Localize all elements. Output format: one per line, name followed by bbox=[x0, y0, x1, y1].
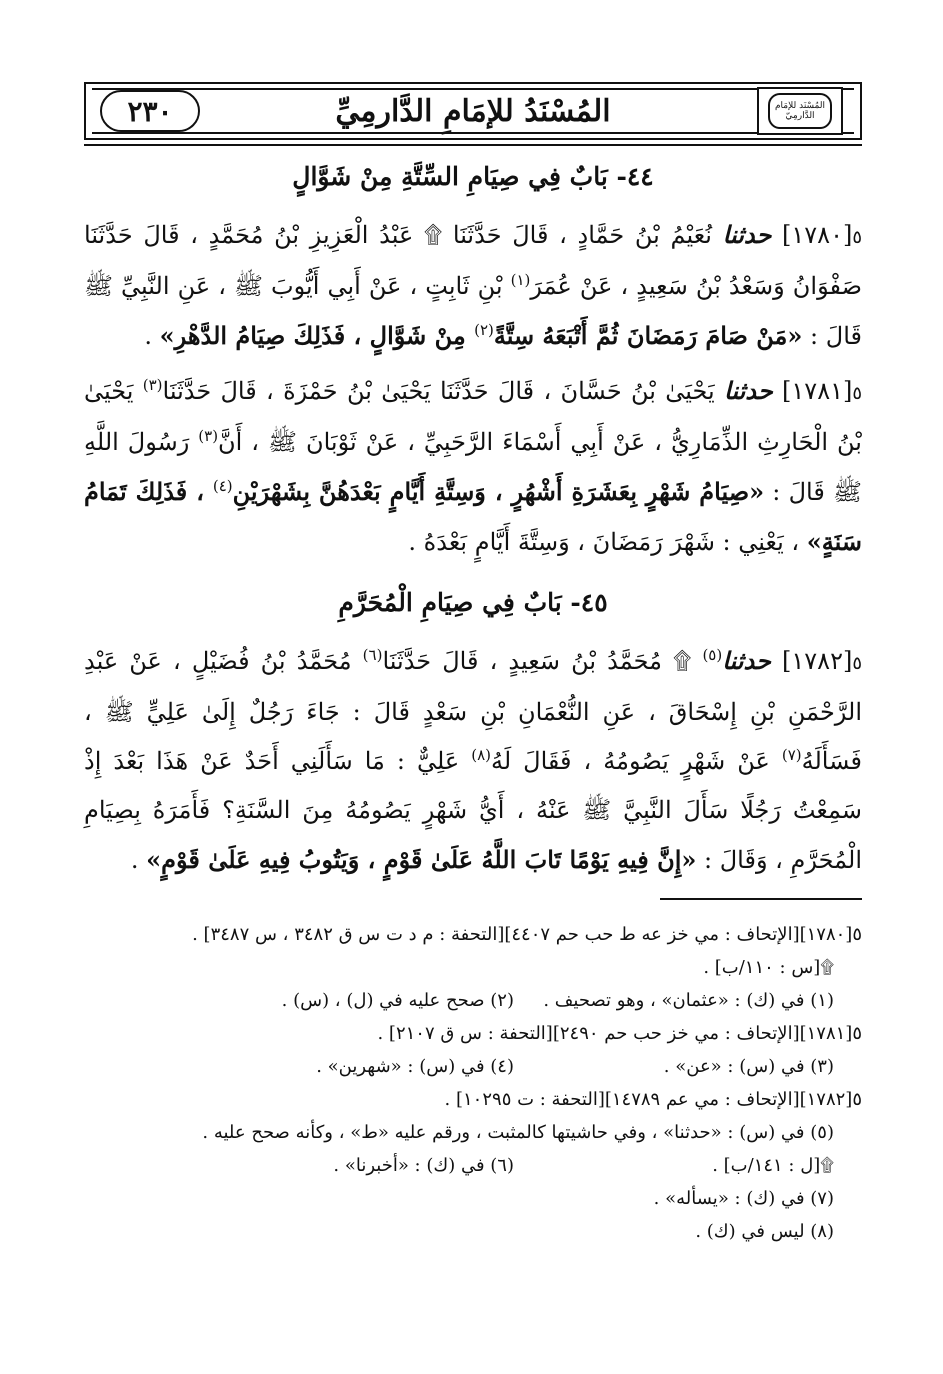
chapter-heading-45: ٤٥- بَابٌ فِي صِيَامِ الْمُحَرَّمِ bbox=[338, 588, 608, 617]
hadith-text: نُعَيْمُ بْنُ حَمَّادٍ ، قَالَ حَدَّثَنَا ۩ عَبْدُ الْعَزِيزِ بْنُ مُحَمَّدٍ ، قَالَ حَدَّثَنَا صَفْوَانُ وَسَعْدُ بْنُ سَعِيدٍ ، عَنْ عُمَرَ bbox=[84, 221, 863, 300]
header-rule bbox=[84, 144, 862, 146]
hadith-text: رَسُولَ اللَّهِ ﷺ قَالَ : bbox=[84, 428, 862, 506]
footnote-1: (١) في (ك) : «عثمان» ، وهو تصحيف . bbox=[543, 990, 834, 1011]
narration-word: حدثنا bbox=[724, 376, 773, 405]
hadith-1782 bbox=[84, 636, 862, 885]
hadith-text: . bbox=[130, 846, 147, 874]
footnote-ref: (٣) bbox=[142, 376, 163, 394]
prophetic-quote: «صِيَامُ شَهْرٍ بِعَشَرَةِ أَشْهُرٍ ، وَسِتَّةِ أَيَّامٍ بَعْدَهُنَّ بِشَهْرَيْنِ bbox=[232, 477, 765, 506]
hadith-text: عَنْ شَهْرٍ يَصُومُهُ ، فَقَالَ لَهُ bbox=[491, 747, 782, 775]
footnote-ref: (٨) bbox=[471, 746, 491, 764]
hadith-text: يَحْيَىٰ بْنُ حَسَّانَ ، قَالَ حَدَّثَنَا يَحْيَىٰ بْنُ حَمْزَةَ ، قَالَ حَدَّثَنَا bbox=[162, 377, 725, 405]
footnote-4: (٤) في (س) : «شهرين» . bbox=[316, 1056, 514, 1077]
footnote-takhrij-1781: ٥[١٧٨١][الإتحاف : مي خز حب حم ٢٤٩٠][التحفة : س ق ٢١٠٧] . bbox=[377, 1023, 862, 1044]
hadith-bullet: ٥ bbox=[852, 383, 863, 404]
hadith-text: ، يَعْنِي : شَهْرَ رَمَضَانَ ، وَسِتَّةَ أَيَّامٍ بَعْدَهُ . bbox=[408, 528, 807, 556]
header-seal-ornament bbox=[757, 87, 843, 135]
header-title-band bbox=[92, 88, 854, 134]
hadith-text: مُحَمَّدُ بْنُ فُضَيْلٍ ، عَنْ عَبْدِ الرَّحْمَنِ بْنِ إِسْحَاقَ ، عَنِ النُّعْمَانِ بْنِ سَعْدٍ قَالَ : جَاءَ رَجُلٌ إِلَىٰ عَلِيٍّ ﷺ ، فَسَأَلَهُ bbox=[84, 647, 862, 775]
footnote-manuscript-ref: ۩[س : ١١٠/ب] . bbox=[703, 957, 834, 978]
hadith-text: . bbox=[144, 322, 160, 350]
hadith-number: [١٧٨٠] bbox=[782, 221, 853, 249]
footnote-ref: (٤) bbox=[212, 477, 233, 495]
hadith-bullet: ٥ bbox=[852, 653, 862, 674]
narration-word: حدثنا bbox=[722, 646, 771, 675]
footnote-ref: (٢) bbox=[474, 321, 494, 339]
footnote-takhrij-1782: ٥[١٧٨٢][الإتحاف : مي عم ١٤٧٨٩][التحفة : ت ١٠٢٩٥] . bbox=[444, 1089, 862, 1110]
footnote-ref: (٥) bbox=[702, 646, 723, 664]
hadith-text: يَحْيَىٰ بْنُ الْحَارِثِ الذِّمَارِيُّ ، عَنْ أَبِي أَسْمَاءَ الرَّحَبِيِّ ، عَنْ ثَوْبَانَ ﷺ ، أَنَّ bbox=[84, 377, 862, 456]
prophetic-quote: ، فَذَلِكَ تَمَامُ سَنَةٍ» bbox=[84, 477, 862, 556]
footnote-6: (٦) في (ك) : «أخبرنا» . bbox=[333, 1155, 514, 1176]
hadith-text: بْنِ ثَابِتٍ ، عَنْ أَبِي أَيُّوبَ ﷺ ، عَنِ النَّبِيِّ ﷺ قَالَ : bbox=[84, 272, 862, 350]
hadith-text: عَلِيٌّ : مَا سَأَلَنِي أَحَدٌ عَنْ هَذَا بَعْدَ إِذْ سَمِعْتُ رَجُلًا سَأَلَ النَّبِيَّ ﷺ عَنْهُ ، أَيُّ شَهْرٍ يَصُومُهُ مِنَ السَّنَةِ؟ فَأَمَرَهُ بِصِيَامِ الْمُحَرَّمِ ، وَقَالَ : bbox=[84, 747, 862, 874]
narration-word: حدثنا bbox=[722, 220, 772, 249]
footnote-manuscript-ref: ۩[ل : ١٤١/ب] . bbox=[712, 1155, 834, 1176]
footnote-takhrij-1780: ٥[١٧٨٠][الإتحاف : مي خز عه ط حب حم ٤٤٠٧][التحفة : م د ت س ق ٣٤٨٢ ، س ٣٤٨٧] . bbox=[192, 924, 862, 945]
footnote-8: (٨) ليس في (ك) . bbox=[695, 1221, 834, 1242]
page-number: ٢٣٠ bbox=[127, 94, 173, 128]
footnote-pair bbox=[130, 1149, 862, 1182]
footnote-pair bbox=[130, 1050, 862, 1083]
hadith-1780 bbox=[84, 210, 862, 361]
footnote-2: (٢) صحح عليه في (ل) ، (س) . bbox=[281, 990, 514, 1011]
footnote-ref: (٧) bbox=[781, 746, 802, 764]
prophetic-quote: مِنْ شَوَّالٍ ، فَذَلِكَ صِيَامُ الدَّهْرِ» bbox=[159, 321, 475, 350]
prophetic-quote: «إِنَّ فِيهِ يَوْمًا تَابَ اللَّهُ عَلَىٰ قَوْمٍ ، وَيَتُوبُ فِيهِ عَلَىٰ قَوْمٍ» bbox=[146, 845, 697, 874]
footnote-ref: (٣) bbox=[198, 427, 219, 445]
prophetic-quote: «مَنْ صَامَ رَمَضَانَ ثُمَّ أَتْبَعَهُ سِتَّةً bbox=[493, 321, 803, 350]
footnote-separator bbox=[660, 898, 862, 900]
page-number-box bbox=[100, 90, 200, 132]
footnote-7: (٧) في (ك) : «يسأله» . bbox=[653, 1188, 834, 1209]
footnote-pair bbox=[130, 984, 862, 1017]
footnotes bbox=[130, 918, 862, 1248]
hadith-1781 bbox=[84, 366, 862, 567]
page-header bbox=[84, 82, 862, 140]
footnote-3: (٣) في (س) : «عن» . bbox=[663, 1056, 834, 1077]
footnote-5: (٥) في (س) : «حدثنا» ، وفي حاشيتها كالمثبت ، ورقم عليه «ط» ، وكأنه صحح عليه . bbox=[202, 1122, 834, 1143]
chapter-heading-44: ٤٤- بَابٌ فِي صِيَامِ السِّتَّةِ مِنْ شَوَّالٍ bbox=[292, 162, 654, 191]
hadith-text: ۩ مُحَمَّدُ بْنُ سَعِيدٍ ، قَالَ حَدَّثَنَا bbox=[382, 647, 703, 675]
seal-text: المُسْنَد للإمَام الدَّارمِيّ bbox=[768, 93, 832, 129]
running-title: المُسْنَدُ للإمَامِ الدَّارمِيِّ bbox=[335, 93, 611, 129]
hadith-number: [١٧٨١] bbox=[782, 377, 853, 405]
hadith-bullet: ٥ bbox=[852, 227, 862, 248]
hadith-number: [١٧٨٢] bbox=[782, 647, 853, 675]
footnote-ref: (٦) bbox=[362, 646, 383, 664]
footnote-ref: (١) bbox=[510, 271, 531, 289]
